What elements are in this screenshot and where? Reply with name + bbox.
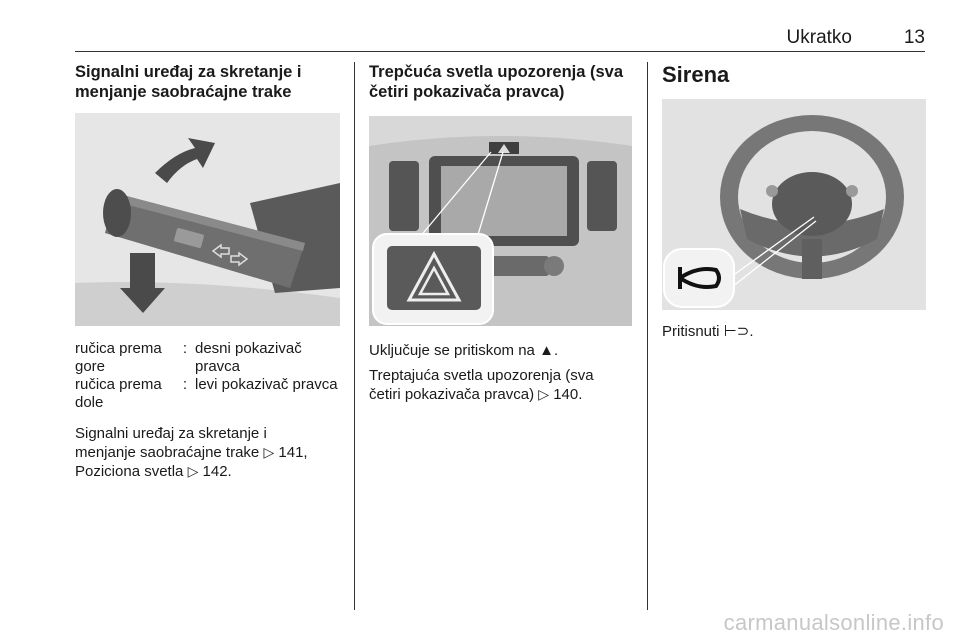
legend-row bbox=[75, 376, 340, 412]
hazard-paragraph-2 bbox=[369, 367, 639, 404]
legend-separator: : bbox=[182, 376, 188, 393]
paragraph-text: Uključuje se pritiskom na bbox=[369, 342, 535, 359]
horn-section bbox=[662, 62, 927, 88]
paragraph-line: Signalni uređaj za skretanje i bbox=[75, 425, 267, 442]
hazard-triangle-icon: ▲ bbox=[539, 342, 554, 359]
column-divider bbox=[354, 62, 355, 610]
paragraph-text: Pritisnuti bbox=[662, 323, 720, 340]
paragraph-line: Treptajuća svetla upozorenja (sva bbox=[369, 367, 594, 384]
punctuation: . bbox=[553, 342, 559, 359]
section-heading: Trepčuća svetla upozorenja (sva četiri pokazivača pravca) bbox=[369, 63, 624, 101]
column-divider bbox=[647, 62, 648, 610]
section-heading: Signalni uređaj za skretanje i menjanje saobraćajne trake bbox=[75, 63, 302, 101]
section-heading: Sirena bbox=[662, 62, 730, 87]
legend-description: desni pokazivač pravca bbox=[195, 340, 302, 375]
legend-row bbox=[75, 340, 340, 376]
paragraph-line: menjanje saobraćajne trake bbox=[75, 444, 260, 461]
paragraph-line: četiri pokazivača pravca) bbox=[369, 386, 535, 403]
page-reference[interactable]: 141, bbox=[278, 444, 308, 461]
watermark: carmanualsonline.info bbox=[723, 610, 944, 635]
legend-term: ručica prema gore bbox=[75, 340, 162, 375]
section-title: Ukratko bbox=[786, 27, 852, 48]
punctuation: . bbox=[749, 323, 754, 340]
hazard-lights-section bbox=[369, 62, 634, 102]
hazard-switch-illustration bbox=[369, 116, 632, 326]
ref-arrow-icon: ▷ bbox=[538, 386, 550, 402]
ref-arrow-icon: ▷ bbox=[263, 444, 275, 460]
turn-signal-paragraph bbox=[75, 425, 355, 481]
steering-wheel-illustration bbox=[662, 99, 926, 310]
page-reference[interactable]: 140. bbox=[553, 386, 583, 403]
legend-description: levi pokazivač pravca bbox=[195, 376, 338, 393]
legend-separator: : bbox=[182, 340, 188, 357]
page-number: 13 bbox=[903, 27, 925, 48]
horn-paragraph bbox=[662, 323, 926, 341]
ref-arrow-icon: ▷ bbox=[187, 463, 199, 479]
horn-icon: ⊢⊃ bbox=[723, 323, 750, 340]
legend-term: ručica prema dole bbox=[75, 376, 162, 411]
turn-signal-section bbox=[75, 62, 340, 102]
paragraph-line: Poziciona svetla bbox=[75, 463, 184, 480]
hazard-paragraph-1 bbox=[369, 342, 639, 360]
lever-legend bbox=[75, 340, 340, 412]
page-reference[interactable]: 142. bbox=[202, 463, 232, 480]
turn-signal-lever-illustration bbox=[75, 113, 340, 326]
page-header bbox=[75, 27, 925, 52]
